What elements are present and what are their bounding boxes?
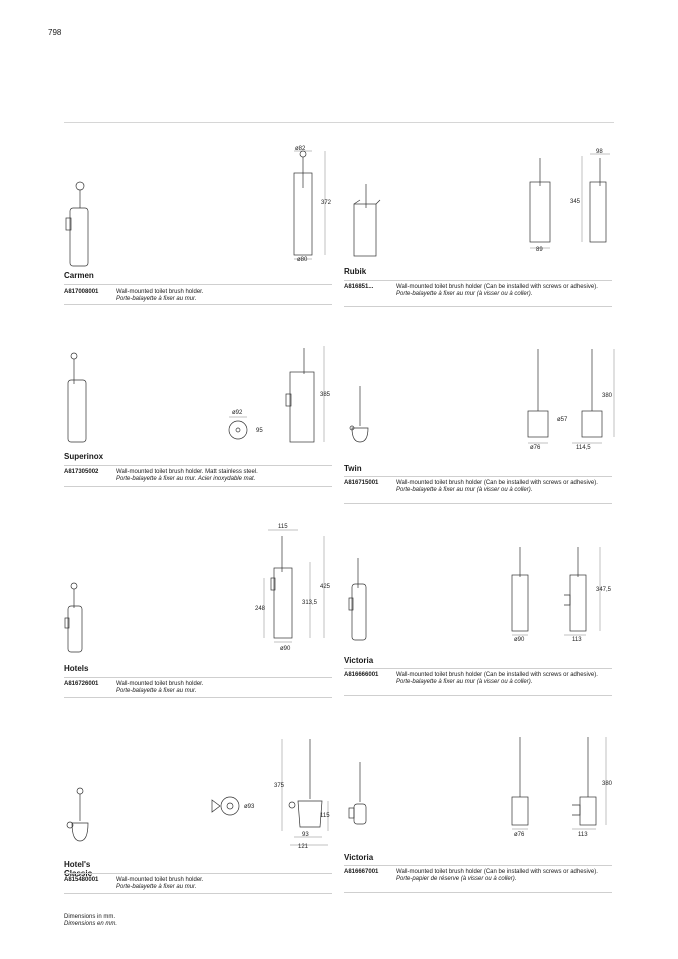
- dim-label: 313,5: [302, 600, 318, 606]
- product-code: A816715001: [344, 480, 379, 486]
- row-divider: [64, 893, 332, 894]
- description-fr: Porte-balayette à fixer au mur (à visser ou à coller).: [396, 291, 533, 297]
- description-en: Wall-mounted toilet brush holder.: [116, 877, 204, 883]
- victoria-1-dimension-drawing: [506, 545, 616, 645]
- dim-label: 95: [256, 428, 263, 434]
- twin-dimension-drawing: [520, 345, 620, 455]
- product-description: [396, 284, 606, 298]
- superinox-dimension-drawing: [280, 344, 340, 444]
- rubik-perspective-drawing: [344, 180, 384, 260]
- product-description: [396, 672, 606, 686]
- row-divider: [64, 677, 332, 678]
- row-divider: [344, 476, 612, 477]
- hotels-classic-plan-drawing: [208, 794, 258, 824]
- description-fr: Porte-balayette à fixer au mur.: [116, 688, 197, 694]
- row-divider: [344, 865, 612, 866]
- product-name: Superinox: [64, 452, 104, 461]
- description-fr: Porte-balayette à fixer au mur (à visser ou à coller).: [396, 487, 533, 493]
- description-fr: Porte-balayette à fixer au mur (à visser ou à coller).: [396, 679, 533, 685]
- dim-label: 113: [578, 832, 588, 838]
- product-name: Hotel's: [64, 860, 91, 869]
- description-en: Wall-mounted toilet brush holder.: [116, 289, 204, 295]
- row-divider: [344, 280, 612, 281]
- row-divider: [344, 695, 612, 696]
- product-name: Hotels: [64, 664, 89, 673]
- dim-label: 115: [278, 524, 288, 530]
- dim-label: ø90: [280, 646, 291, 652]
- dim-label: ø76: [530, 445, 541, 451]
- dim-label: 345: [570, 199, 581, 205]
- victoria-2-perspective-drawing: [344, 760, 374, 830]
- row-divider: [344, 668, 612, 669]
- hotels-dimension-drawing: [250, 522, 340, 652]
- description-fr: Porte-balayette à fixer au mur. Acier inoxydable mat.: [116, 476, 256, 482]
- product-description: [116, 289, 326, 303]
- row-divider: [64, 465, 332, 466]
- victoria-1-perspective-drawing: [344, 556, 374, 651]
- dim-label: 98: [596, 149, 603, 155]
- hotels-classic-dimension-drawing: [270, 735, 340, 850]
- row-divider: [64, 304, 332, 305]
- victoria-2-dimension-drawing: [506, 735, 616, 845]
- row-divider: [64, 486, 332, 487]
- dim-label: ø82: [295, 146, 306, 152]
- row-divider: [64, 697, 332, 698]
- dim-label: ø93: [244, 804, 255, 810]
- product-code: A816667001: [344, 869, 379, 875]
- row-divider: [344, 306, 612, 307]
- rubik-dimension-drawing: [520, 150, 610, 255]
- dim-label: ø80: [297, 257, 308, 263]
- hotels-classic-perspective-drawing: [60, 785, 100, 850]
- product-name: Twin: [344, 464, 362, 473]
- dim-label: 375: [274, 783, 285, 789]
- dim-label: 380: [602, 393, 613, 399]
- product-description: [396, 480, 606, 494]
- row-divider: [344, 892, 612, 893]
- product-code: A817008001: [64, 289, 99, 295]
- product-description: [116, 877, 326, 891]
- product-name: Victoria: [344, 656, 374, 665]
- description-en: Wall-mounted toilet brush holder (Can be installed with screws or adhesive).: [396, 284, 598, 290]
- superinox-plan-drawing: [226, 404, 266, 444]
- dim-label: ø76: [514, 832, 525, 838]
- description-en: Wall-mounted toilet brush holder (Can be installed with screws or adhesive).: [396, 869, 598, 875]
- product-name: Carmen: [64, 271, 94, 280]
- carmen-dimension-drawing: [285, 148, 340, 263]
- top-divider: [64, 122, 614, 123]
- row-divider: [64, 284, 332, 285]
- description-fr: Porte-papier de réserve (à visser ou à coller).: [396, 876, 517, 882]
- product-description: [116, 681, 326, 695]
- footnote-fr: Dimensions en mm.: [64, 921, 118, 927]
- product-code: A816726001: [64, 681, 99, 687]
- footnote-en: Dimensions in mm.: [64, 914, 116, 920]
- hotels-perspective-drawing: [60, 580, 90, 655]
- dim-label: ø90: [514, 637, 525, 643]
- dim-label: 385: [320, 392, 331, 398]
- product-description: [396, 869, 606, 883]
- carmen-perspective-drawing: [60, 180, 100, 270]
- product-code: A815480001: [64, 877, 99, 883]
- twin-perspective-drawing: [344, 384, 374, 454]
- row-divider: [64, 873, 332, 874]
- dim-label: 425: [320, 584, 331, 590]
- dim-label: 113: [572, 637, 582, 643]
- dim-label: 115: [320, 813, 330, 819]
- page-number: 798: [48, 28, 62, 37]
- dim-label: ø92: [232, 410, 243, 416]
- footnote: [64, 914, 117, 928]
- description-fr: Porte-balayette à fixer au mur.: [116, 296, 197, 302]
- dim-label: ø57: [557, 417, 568, 423]
- dim-label: 248: [255, 606, 266, 612]
- dim-label: 347,5: [596, 587, 612, 593]
- row-divider: [344, 503, 612, 504]
- description-fr: Porte-balayette à fixer au mur.: [116, 884, 197, 890]
- product-name: Victoria: [344, 853, 374, 862]
- product-code: A816666001: [344, 672, 379, 678]
- dim-label: 93: [302, 832, 309, 838]
- product-code: A817305002: [64, 469, 99, 475]
- dim-label: 380: [602, 781, 613, 787]
- dim-label: 89: [536, 247, 543, 253]
- product-code: A816851...: [344, 284, 374, 290]
- dim-label: 121: [298, 844, 309, 850]
- description-en: Wall-mounted toilet brush holder. Matt stainless steel.: [116, 469, 258, 475]
- dim-label: 372: [321, 200, 332, 206]
- superinox-perspective-drawing: [60, 350, 100, 450]
- product-description: [116, 469, 330, 483]
- description-en: Wall-mounted toilet brush holder (Can be installed with screws or adhesive).: [396, 480, 598, 486]
- description-en: Wall-mounted toilet brush holder.: [116, 681, 204, 687]
- dim-label: 114,5: [576, 445, 591, 451]
- description-en: Wall-mounted toilet brush holder (Can be installed with screws or adhesive).: [396, 672, 598, 678]
- product-name: Rubik: [344, 267, 367, 276]
